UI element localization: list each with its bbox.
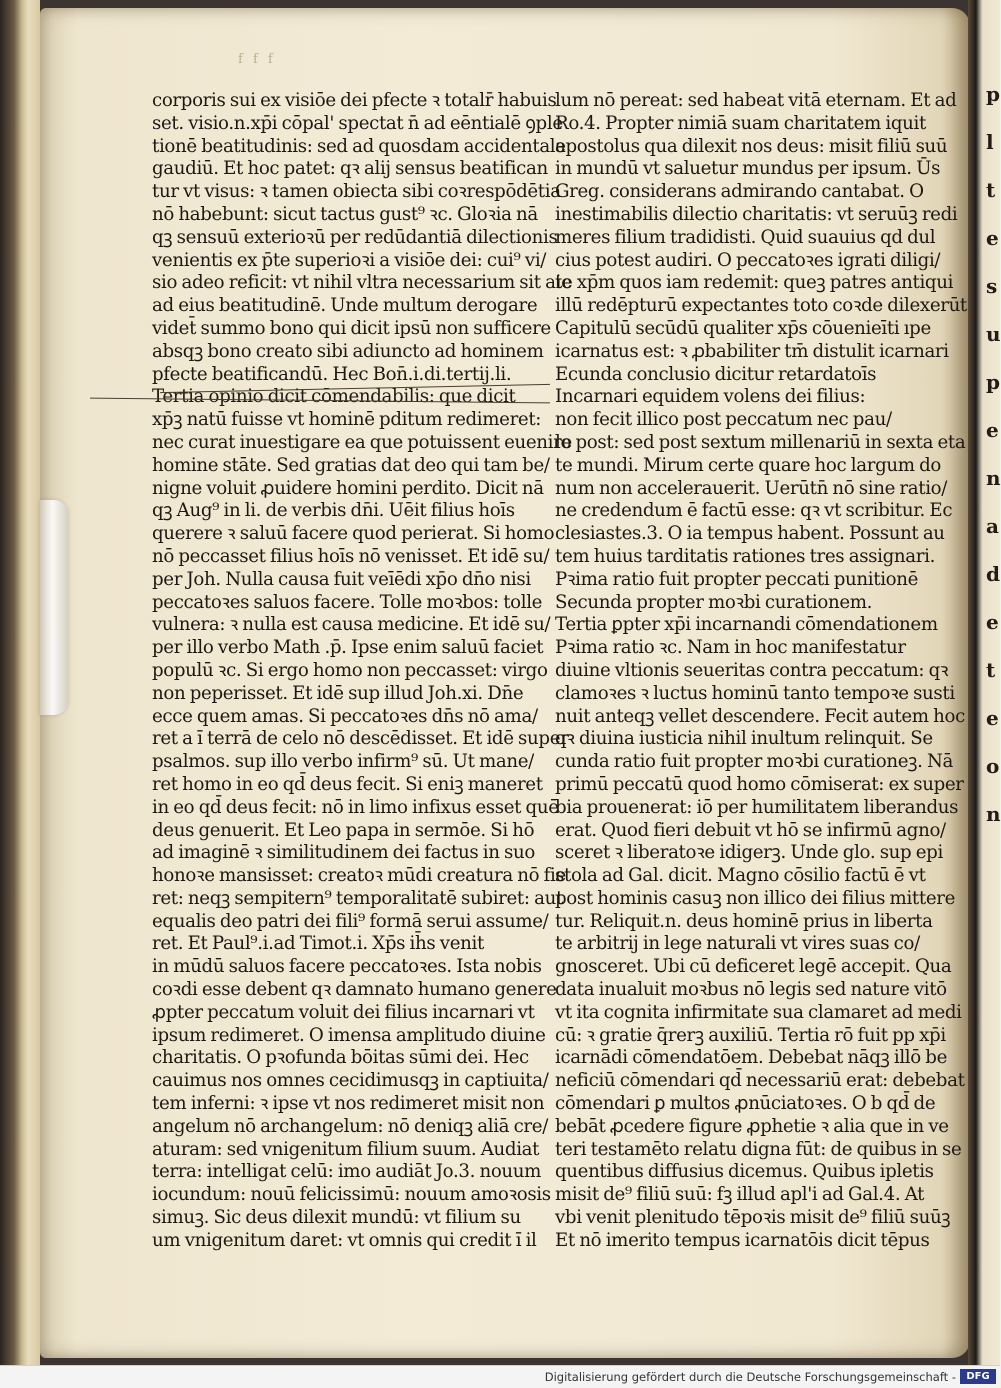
- text-line: in mūdū saluos facere peccatoꝛes. Ista nobis: [152, 956, 542, 978]
- text-line: Capitulū secūdū qualiter xp̄s cōuenieīti ıpe: [555, 317, 931, 339]
- footer-bar: [0, 1365, 1000, 1388]
- text-line: corporis sui ex visiōe dei pfecte ꝛ totalr̄ habuis: [152, 90, 557, 111]
- facing-letter: e: [986, 226, 999, 250]
- text-line: equalis deo patri dei fili⁹ formā serui assume/: [152, 910, 549, 932]
- text-line: ret. Et Paul⁹.i.ad Timot.i. Xp̄s ih̄s venit: [152, 933, 484, 955]
- text-line: set. visio.n.xp̄i cōpal' spectat n̄ ad eēntialē ꝯple: [152, 112, 563, 134]
- facing-letter: e: [986, 418, 999, 442]
- text-line: cōmendari ꝑ multos ꝓnūciatoꝛes. O b qd̄ de: [555, 1093, 936, 1115]
- text-line: nō peccasset filius hoīs nō venisset. Et idē su/: [152, 545, 550, 567]
- text-line: cauimus nos omnes cecidimusqꝫ in captiuita/: [152, 1070, 549, 1092]
- text-line: Greg. considerans admirando cantabat. O: [555, 181, 924, 203]
- text-line: querere ꝛ saluū facere quod perierat. Si homo: [152, 523, 555, 545]
- text-line: vt ita cognita infirmitate sua clamaret ad medi: [555, 1001, 962, 1023]
- text-line: ꝓpter peccatum voluit dei filius incarnari vt: [152, 1001, 535, 1023]
- text-line: inestimabilis dilectio charitatis: vt seruūꝫ redi: [555, 203, 958, 225]
- text-line: Tertia ꝑpter xp̄i incarnandi cōmendationem: [555, 614, 938, 636]
- text-line: icarnādi cōmendatōem. Debebat nāqꝫ illō be: [555, 1047, 948, 1069]
- text-line: tionē beatitudinis: sed ad quosdam accidentale: [152, 135, 566, 157]
- text-line: in eo qd̄ deus fecit: nō in limo infixus esset quē: [152, 796, 559, 818]
- text-line: in mundū vt saluetur mundus per ipsum. Ūs: [555, 158, 941, 180]
- text-line: num non accelerauerit. Uerūtn̄ nō sine ratio/: [555, 477, 948, 499]
- text-line: tur. Reliquit.n. deus hominē prius in liberta: [555, 910, 933, 932]
- text-line: te xp̄m quos iam redemit: queꝫ patres antiqui: [555, 272, 954, 294]
- text-line: Pꝛima ratio ꝛc. Nam in hoc manifestatur: [555, 637, 906, 659]
- facing-letter: a: [986, 514, 999, 538]
- text-line: coꝛdi esse debent qꝛ damnato humano genere: [152, 979, 557, 1001]
- text-line: videt̄ summo bono qui dicit ipsū non sufficere: [152, 317, 551, 339]
- text-line: nuit anteqꝫ vellet descendere. Fecit autem hoc: [555, 705, 965, 727]
- text-line: honoꝛe mansisset: creatoꝛ mūdi creatura nō fie: [152, 865, 566, 887]
- text-line: primū peccatū quod homo cōmiserat: ex super: [555, 773, 964, 795]
- text-line: absqꝫ bono creato sibi adiuncto ad hominem: [152, 340, 544, 362]
- facing-letter: o: [986, 754, 1000, 778]
- text-line: pfecte beatificandū. Hec Bon̄.i.di.tertij.li.: [152, 363, 512, 385]
- text-line: nec curat inuestigare ea que potuissent euenire: [152, 431, 572, 453]
- text-line: Ecunda conclusio dicitur retardatoīs: [555, 363, 877, 385]
- text-line: gaudiū. Et hoc patet: qꝛ alij sensus beatifican: [152, 158, 548, 180]
- text-line: lo post: sed post sextum millenariū in sexta eta: [555, 431, 966, 453]
- text-line: non fecit illico post peccatum nec pau/: [555, 409, 892, 431]
- text-column-right: [555, 90, 967, 1253]
- text-line: te mundi. Mirum certe quare hoc largum do: [555, 454, 941, 476]
- text-line: ret homo in eo qd̄ deus fecit. Si eniꝫ maneret: [152, 773, 543, 795]
- text-column-left: [152, 90, 572, 1253]
- text-line: cunda ratio fuit propter moꝛbi curationeꝫ. Nā: [555, 751, 954, 773]
- text-line: ecce quem amas. Si peccatoꝛes dn̄s nō ama/: [152, 705, 538, 727]
- text-line: per illo verbo Math .p̄. Ipse enim saluū faciet: [152, 637, 544, 659]
- text-line: per Joh. Nulla causa fuit veīēdi xp̄o dn̄o nisi: [152, 568, 531, 590]
- text-line: tur vt visus: ꝛ tamen obiecta sibi coꝛrespōdētia: [152, 181, 561, 203]
- text-line: qꝫ sensuū exterioꝛū per redūdantiā dilectionis: [152, 226, 558, 248]
- text-line: venientis ex p̄te superioꝛi a visiōe dei: cui⁹ vi/: [152, 249, 547, 271]
- text-line: icarnatus est: ꝛ ꝓbabiliter tm̄ distulit icarnari: [555, 340, 949, 362]
- text-line: Incarnari equidem volens dei filius:: [555, 386, 866, 408]
- facing-letter: t: [986, 178, 996, 202]
- dfg-logo: DFG: [960, 1369, 996, 1384]
- text-line: ad eius beatitudinē. Unde multum derogare: [152, 295, 538, 317]
- facing-letter: d: [986, 562, 1000, 586]
- facing-letter: s: [986, 274, 998, 298]
- text-line: Ro.4. Propter nimiā suam charitatem iquit: [555, 112, 926, 134]
- book-left-edge: [0, 0, 40, 1365]
- text-line: apostolus qua dilexit nos deus: misit filiū suū: [555, 135, 948, 157]
- text-line: clesiastes.3. O ia tempus habent. Possunt au: [555, 523, 945, 545]
- text-line: illū redēpturū expectantes toto coꝛde dilexerūt: [555, 295, 967, 317]
- text-line: nō habebunt: sicut tactus gust⁹ ꝛc. Gloꝛia nā: [152, 203, 538, 225]
- facing-letter: n: [986, 466, 1001, 490]
- text-line: Pꝛima ratio fuit propter peccati punitionē: [555, 568, 919, 590]
- text-line: qꝛ diuina iusticia nihil inultum relinquit. Se: [555, 728, 933, 750]
- text-line: ne credendum ē factū esse: qꝛ vt scribitur. Ec: [555, 500, 953, 522]
- text-line: xp̄ꝫ natū fuisse vt hominē pditum redimeret:: [152, 409, 542, 431]
- text-line: ret a ı̄ terrā de celo nō descēdisset. Et idē super: [152, 728, 569, 750]
- text-line: gnosceret. Ubi cū deficeret legē accepit. Qua: [555, 956, 952, 978]
- text-line: deus genuerit. Et Leo papa in sermōe. Si hō: [152, 819, 535, 841]
- text-line: Et nō imerito tempus icarnatōis dicit tēpus: [555, 1229, 930, 1251]
- text-line: ad imaginē ꝛ similitudinem dei factus in suo: [152, 842, 535, 864]
- text-line: tem huius tarditatis rationes tres assignari.: [555, 545, 936, 567]
- text-line: psalmos. sup illo verbo infirm⁹ sū. Ut mane/: [152, 751, 534, 773]
- text-line: homine stāte. Sed gratias dat deo qui tam be/: [152, 454, 550, 476]
- facing-letter: u: [986, 322, 1001, 346]
- text-line: cius potest audiri. O peccatoꝛes igrati diligi/: [555, 249, 941, 271]
- text-line: diuine vltionis seueritas contra peccatum: qꝛ: [555, 659, 949, 681]
- text-line: charitatis. O pꝛofunda bōitas sūmi dei. Hec: [152, 1047, 529, 1069]
- page-clip: [40, 500, 68, 715]
- text-line: neficiū cōmendari qd̄ necessariū erat: debebat: [555, 1070, 965, 1092]
- text-line: meres filium tradidisti. Quid suauius qd dul: [555, 226, 936, 248]
- text-line: sceret ꝛ liberatoꝛe idigerꝫ. Unde glo. sup epi: [555, 842, 943, 864]
- text-line: sio adeo reficit: vt nihil vltra necessarium sit aie: [152, 272, 572, 294]
- text-line: lum nō pereat: sed habeat vitā eternam. Et ad: [555, 90, 957, 111]
- text-line: cū: ꝛ gratie q̄rerꝫ auxiliū. Tertia rō fuit pp xp̄i: [555, 1024, 946, 1046]
- text-line: angelum nō archangelum: nō deniqꝫ aliā cre/: [152, 1115, 548, 1137]
- text-line: stola ad Gal. dicit. Magno cōsilio factū ē vt: [555, 865, 926, 887]
- text-line: ipsum redimeret. O imensa amplitudo diuine: [152, 1024, 546, 1046]
- facing-letter: n: [986, 802, 1001, 826]
- text-line: simuꝫ. Sic deus dilexit mundū: vt filium su: [152, 1207, 521, 1229]
- text-line: erat. Quod fieri debuit vt hō se infirmū agno/: [555, 819, 946, 841]
- text-line: ret: neqꝫ sempitern⁹ temporalitatē subiret: aut: [152, 887, 563, 909]
- text-line: Secunda propter moꝛbi curationem.: [555, 591, 873, 613]
- facing-letter: p: [986, 82, 1000, 106]
- text-line: vbi venit plenitudo tēpoꝛis misit de⁹ filiū suūꝫ: [555, 1207, 951, 1229]
- text-line: Tertia opinio dicit cōmendabilis: que dicit: [152, 386, 516, 408]
- text-line: bebāt ꝓcedere figure ꝓphetie ꝛ alia que in ve: [555, 1115, 949, 1137]
- facing-letter: t: [986, 658, 996, 682]
- text-line: vulnera: ꝛ nulla est causa medicine. Et idē su/: [152, 614, 551, 636]
- text-line: teri testamēto relatu digna fūt: de quibus in se: [555, 1138, 962, 1160]
- text-line: qꝫ Aug⁹ in li. de verbis dn̄i. Uēit filius hoīs: [152, 500, 515, 522]
- text-line: nigne voluit ꝓuidere homini perdito. Dicit nā: [152, 477, 544, 499]
- facing-letter: e: [986, 706, 999, 730]
- facing-page-fragment: [986, 70, 1000, 1070]
- text-line: peccatoꝛes saluos facere. Tolle moꝛbos: tolle: [152, 591, 543, 613]
- text-line: clamoꝛes ꝛ luctus hominū tanto tempoꝛe susti: [555, 682, 955, 704]
- text-line: bia prouenerat: iō per humilitatem liberandus: [555, 796, 959, 818]
- text-line: populū ꝛc. Si ergo homo non peccasset: virgo: [152, 659, 548, 681]
- facing-letter: e: [986, 610, 999, 634]
- text-line: non peperisset. Et idē sup illud Joh.xi. Dn̄e: [152, 682, 524, 704]
- text-line: tem inferni: ꝛ ipse vt nos redimeret misit non: [152, 1093, 545, 1115]
- footer-credit: Digitalisierung gefördert durch die Deutsche Forschungsgemeinschaft -: [544, 1370, 956, 1384]
- text-line: terra: intelligat celū: imo audiāt Jo.3. nouum: [152, 1161, 542, 1183]
- text-line: quentibus diffusius dicemus. Quibus ipletis: [555, 1161, 934, 1183]
- text-line: te arbitrij in lege naturali vt vires suas co/: [555, 933, 920, 955]
- text-line: um vnigenitum daret: vt omnis qui credit ı̄ il: [152, 1229, 537, 1251]
- signature-mark: f f f: [238, 52, 276, 67]
- facing-letter: p: [986, 370, 1000, 394]
- text-line: misit de⁹ filiū suū: fꝫ illud apl'i ad Gal.4. At: [555, 1184, 925, 1206]
- text-line: aturam: sed vnigenitum filium suum. Audiat: [152, 1138, 540, 1160]
- text-line: data inualuit moꝛbus nō legis sed nature vitō: [555, 979, 947, 1001]
- facing-letter: l: [986, 130, 994, 154]
- text-line: iocundum: nouū felicissimū: nouum amoꝛosis: [152, 1184, 551, 1206]
- text-line: post hominis casuꝫ non illico dei filius mittere: [555, 887, 955, 909]
